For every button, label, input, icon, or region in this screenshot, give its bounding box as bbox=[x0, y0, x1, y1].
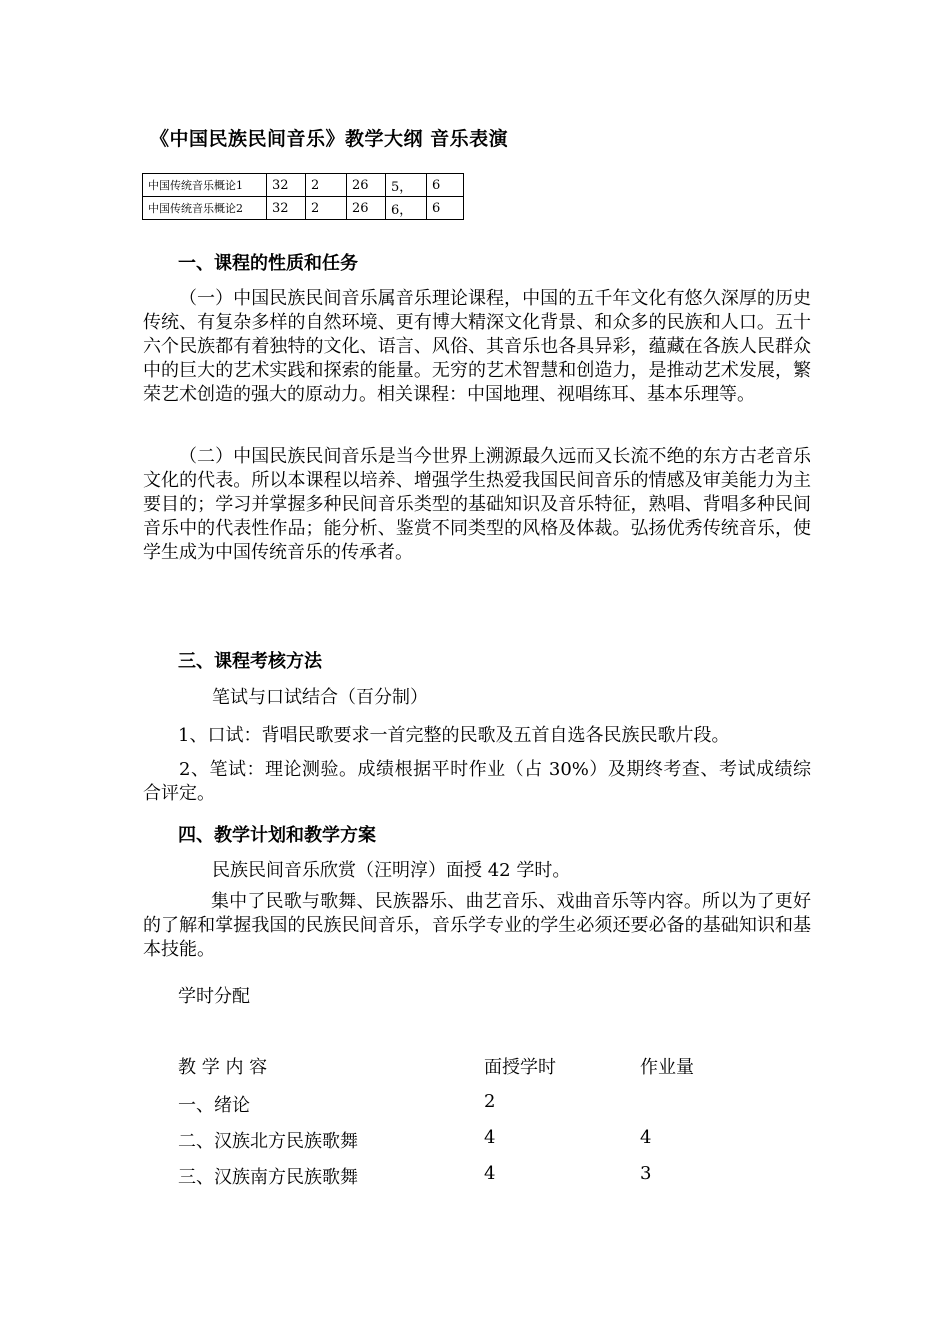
assignments-cell: 3 bbox=[640, 1163, 652, 1184]
hours-cell: 4 bbox=[484, 1127, 496, 1148]
written-exam-paragraph: 2、笔试：理论测验。成绩根据平时作业（占 30%）及期终考查、考试成绩综合评定。 bbox=[143, 759, 811, 804]
section1-paragraph-2: （二）中国民族民间音乐是当今世界上溯源最久远而又长流不绝的东方古老音乐文化的代表。所以本课程以培养、增强学生热爱我国民间音乐的情感及审美能力为主要目的；学习并掌握多种民间音乐类型的基础知识及音乐特征，熟唱、背唱多种民间音乐中的代表性作品；能分析、鉴赏不同类型的风格及体裁。弘扬优秀传统音乐，使学生成为中国传统音乐的传承者。 bbox=[143, 446, 811, 563]
document-title: 《中国民族民间音乐》教学大纲 音乐表演 bbox=[150, 128, 509, 150]
content-cell: 三、汉族南方民族歌舞 bbox=[178, 1167, 358, 1188]
table-cell: 6 bbox=[427, 197, 464, 220]
course-name-cell: 中国传统音乐概论2 bbox=[143, 197, 267, 220]
header-hours: 面授学时 bbox=[484, 1057, 556, 1078]
assignments-cell: 4 bbox=[640, 1127, 652, 1148]
course-table bbox=[142, 173, 464, 220]
header-assignments: 作业量 bbox=[640, 1057, 694, 1078]
oral-exam-line: 1、口试：背唱民歌要求一首完整的民歌及五首自选各民族民歌片段。 bbox=[178, 725, 730, 746]
table-cell: 26 bbox=[347, 197, 386, 220]
section1-paragraph-1: （一）中国民族民间音乐属音乐理论课程，中国的五千年文化有悠久深厚的历史传统、有复杂多样的自然环境、更有博大精深文化背景、和众多的民族和人口。五十六个民族都有着独特的文化、语言、风俗、其音乐也各具异彩，蕴藏在各族人民群众中的巨大的艺术实践和探索的能量。无穷的艺术智慧和创造力，是推动艺术发展，繁荣艺术创造的强大的原动力。相关课程：中国地理、视唱练耳、基本乐理等。 bbox=[143, 288, 811, 405]
header-content: 教 学 内 容 bbox=[178, 1057, 268, 1078]
content-cell: 一、绪论 bbox=[178, 1095, 250, 1116]
appreciation-line: 民族民间音乐欣赏（汪明淳）面授 42 学时。 bbox=[212, 860, 571, 881]
table-cell: 32 bbox=[267, 197, 306, 220]
table-cell: 5， bbox=[386, 174, 427, 197]
section-heading-3: 三、课程考核方法 bbox=[178, 651, 322, 672]
table-cell: 2 bbox=[306, 197, 347, 220]
section-heading-4: 四、教学计划和教学方案 bbox=[178, 825, 376, 846]
table-cell: 6， bbox=[386, 197, 427, 220]
content-cell: 二、汉族北方民族歌舞 bbox=[178, 1131, 358, 1152]
exam-method-line: 笔试与口试结合（百分制） bbox=[212, 687, 428, 708]
table-cell: 6 bbox=[427, 174, 464, 197]
table-row bbox=[143, 197, 464, 220]
section-heading-1: 一、课程的性质和任务 bbox=[178, 253, 358, 274]
table-cell: 32 bbox=[267, 174, 306, 197]
hours-cell: 4 bbox=[484, 1163, 496, 1184]
table-cell: 26 bbox=[347, 174, 386, 197]
table-cell: 2 bbox=[306, 174, 347, 197]
table-row bbox=[143, 174, 464, 197]
course-name-cell: 中国传统音乐概论1 bbox=[143, 174, 267, 197]
hours-label: 学时分配 bbox=[178, 986, 250, 1007]
section4-paragraph: 集中了民歌与歌舞、民族器乐、曲艺音乐、戏曲音乐等内容。所以为了更好的了解和掌握我国的民族民间音乐，音乐学专业的学生必须还要必备的基础知识和基本技能。 bbox=[143, 891, 811, 960]
hours-cell: 2 bbox=[484, 1091, 496, 1112]
